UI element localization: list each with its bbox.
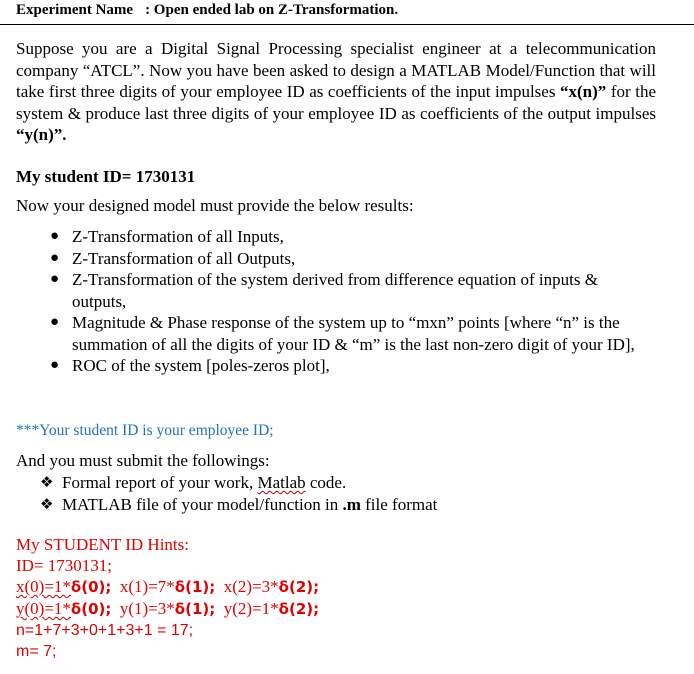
diamond-bullet-icon: ❖ <box>40 494 54 513</box>
student-id-line: My student ID= 1730131 <box>16 167 196 186</box>
bullet-icon: ● <box>50 249 60 266</box>
list-item: ● ROC of the system [poles-zeros plot], <box>50 356 330 375</box>
experiment-name-value: : Open ended lab on Z-Transformation. <box>145 2 399 18</box>
bullet-icon: ● <box>50 228 60 244</box>
intro-text-1: Suppose you are a Digital Signal Processing specialist engineer at a telecommunication company “ATCL”. Now you have been asked to design a MATLAB Model/Function that will take first three digits of your employee ID as coefficients of the input impulses <box>16 39 656 101</box>
student-id-hints <box>16 534 319 662</box>
bullet-icon: ● <box>50 314 60 330</box>
hints-y-line: y(0)=1*δ(0); y(1)=3*δ(1); y(2)=1*δ(2); <box>16 599 320 618</box>
hints-id-line: ID= 1730131; <box>16 556 112 575</box>
results-list <box>16 226 656 377</box>
list-item: ❖ MATLAB file of your model/function in .m file format <box>40 494 438 514</box>
submission-list <box>16 472 437 515</box>
diamond-bullet-icon: ❖ <box>40 473 54 491</box>
employee-id-note: ***Your student ID is your employee ID; <box>16 422 274 439</box>
list-item: ● Z-Transformation of all Outputs, <box>50 248 296 268</box>
intro-text-3: . <box>62 125 67 144</box>
intro-yn: “y(n)” <box>16 125 63 144</box>
intro-xn: “x(n)” <box>560 82 607 101</box>
hints-n-line: n=1+7+3+0+1+3+1 = 17; <box>16 622 194 639</box>
experiment-name-label: Experiment Name <box>16 2 134 18</box>
hints-m-line: m= 7; <box>16 643 57 660</box>
submit-intro: And you must submit the followings: <box>16 451 270 470</box>
intro-text-2: for the system & produce last three digits of your employee ID as coefficients of the output impulses <box>16 82 656 123</box>
hints-title: My STUDENT ID Hints: <box>16 535 189 554</box>
intro-paragraph <box>16 38 656 146</box>
list-item: ● Z-Transformation of all Inputs, <box>50 227 284 246</box>
header-divider <box>0 24 694 25</box>
list-item: ● Magnitude & Phase response of the system up to “mxn” points [where “n” is the summation of all the digits of your ID & “m” is the last non-zero digit of your ID], <box>50 313 635 354</box>
list-item: ● Z-Transformation of the system derived from difference equation of inputs & outputs, <box>50 270 598 311</box>
results-intro: Now your designed model must provide the below results: <box>16 196 414 215</box>
list-item: ❖ Formal report of your work, Matlab code. <box>40 473 347 492</box>
bullet-icon: ● <box>50 271 60 287</box>
hints-x-line: x(0)=1*δ(0); x(1)=7*δ(1); x(2)=3*δ(2); <box>16 577 320 596</box>
experiment-header <box>16 2 398 19</box>
bullet-icon: ● <box>50 357 60 373</box>
matlab-word: Matlab <box>257 473 306 492</box>
